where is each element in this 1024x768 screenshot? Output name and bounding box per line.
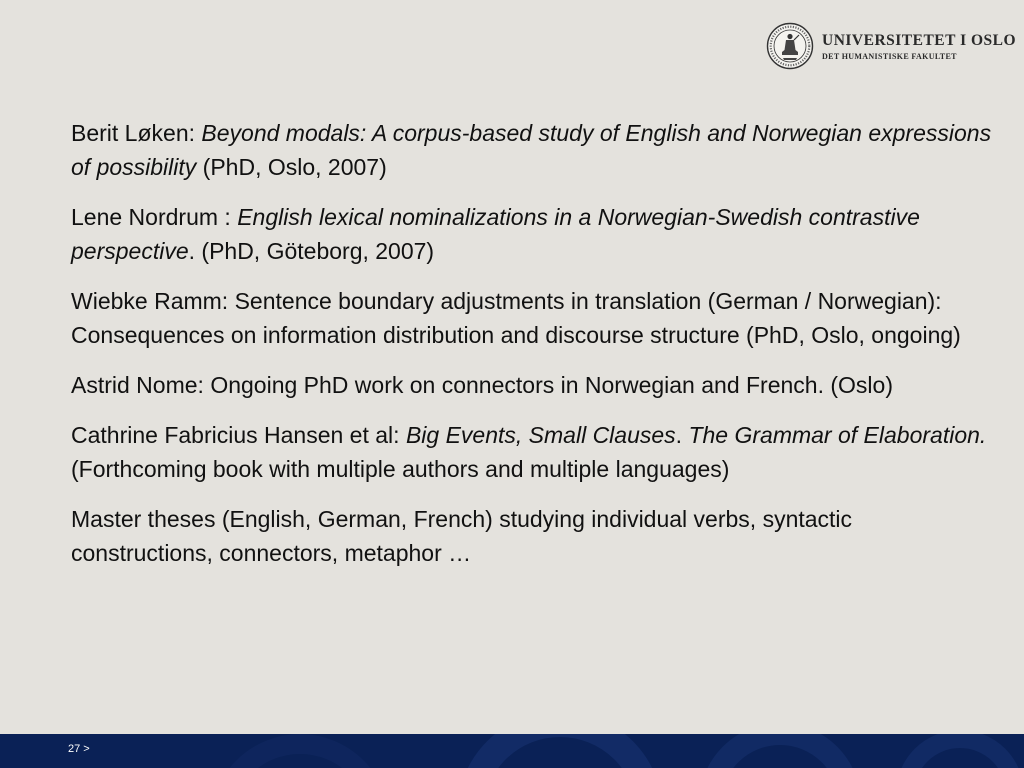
entry-details: (PhD, Oslo, 2007)	[196, 154, 387, 180]
list-item	[71, 368, 996, 402]
list-item	[71, 200, 996, 268]
entry-title: Big Events, Small Clauses	[405, 422, 676, 448]
list-item	[71, 116, 996, 184]
list-item	[71, 418, 996, 486]
entry-details: . (PhD, Göteborg, 2007)	[188, 238, 435, 264]
list-item	[71, 284, 996, 352]
entry-text: Wiebke Ramm: Sentence boundary adjustments in translation (German / Norwegian): Consequences on information distribution and discourse structure (PhD, Oslo, ongoing)	[71, 288, 961, 348]
entry-title: Beyond modals: A corpus-based study of English and Norwegian expressions of possibility	[71, 120, 992, 180]
page-number[interactable]: 27 >	[68, 743, 90, 755]
entry-details: (Forthcoming book with multiple authors and multiple languages)	[71, 456, 730, 482]
entry-text: Astrid Nome: Ongoing PhD work on connectors in Norwegian and French. (Oslo)	[71, 372, 893, 398]
entry-author: Berit Løken:	[71, 120, 202, 146]
reference-list	[71, 116, 996, 586]
list-item	[71, 502, 996, 570]
university-logo	[766, 22, 1017, 72]
entry-text: Master theses (English, German, French) studying individual verbs, syntactic constructions, connectors, metaphor …	[71, 506, 853, 566]
entry-subtitle: The Grammar of Elaboration.	[688, 422, 987, 448]
university-seal-icon	[766, 22, 814, 70]
entry-author: Cathrine Fabricius Hansen et al:	[71, 422, 406, 448]
entry-separator: .	[675, 422, 689, 448]
entry-title: English lexical nominalizations in a Norwegian-Swedish contrastive perspective	[71, 204, 920, 264]
university-name: UNIVERSITETET I OSLO	[822, 32, 1017, 49]
footer-bar	[0, 734, 1024, 768]
footer-decoration	[0, 734, 1024, 768]
entry-author: Lene Nordrum :	[71, 204, 238, 230]
faculty-name: DET HUMANISTISKE FAKULTET	[822, 52, 957, 61]
